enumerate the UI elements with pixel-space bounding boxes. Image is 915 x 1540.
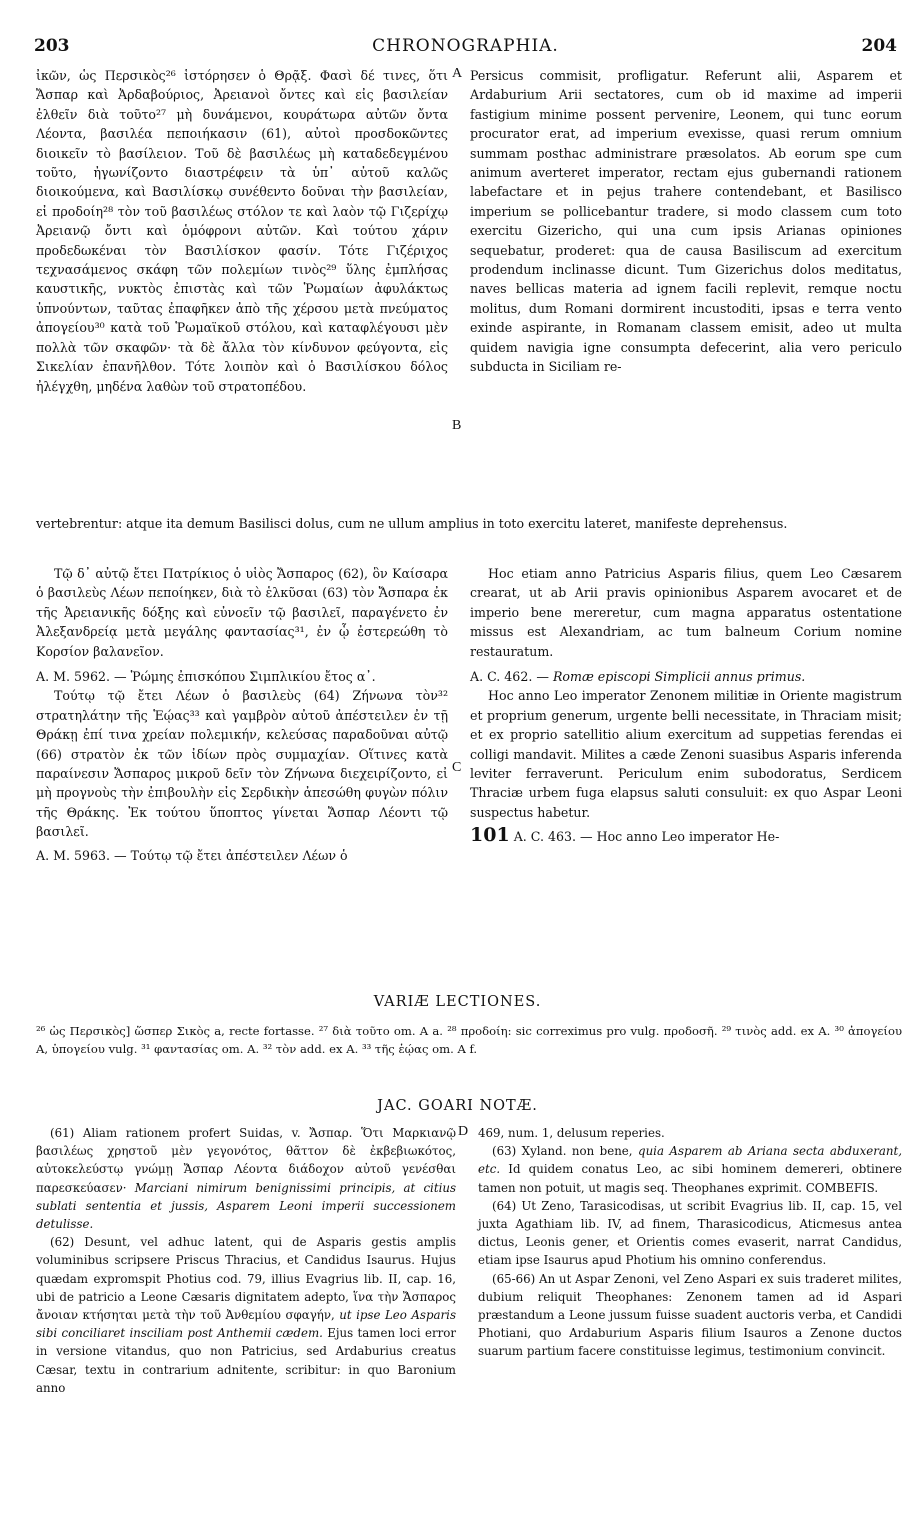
greek-column <box>36 66 448 396</box>
note-63-italic: quia Asparem ab Ariana secta abduxerant, etc. <box>478 1144 902 1177</box>
notes-left-column <box>36 1124 456 1397</box>
greek-year-heading: Α. Μ. 5962. — Ῥώμης ἐπισκόπου Σιμπλικίου ἔτος α᾽. <box>36 669 376 685</box>
note-65-66: (65-66) An ut Aspar Zenoni, vel Zeno Aspari ex suis traderet milites, dubium reliquit Theophanes: Zenonem tamen ad id Aspari præstandum a Leone jussum fuisse suadent auctoris verba, et Candidi Photiani, quo Ardaburium Asparis filium Isauros a Zenone ductos suarum partium facere constituisse legimus, testimonium convincit. <box>478 1271 902 1359</box>
latin-year-heading-2 <box>470 826 902 846</box>
note-62 <box>36 1233 456 1397</box>
greek-paragraph-4: Τούτῳ τῷ ἔτει Λέων ὁ βασιλεὺς (64) Ζήνωνα τὸν³² στρατηλάτην τῆς Ἑῴας³³ καὶ γαμβρὸν αὐτοῦ ἀπέστειλεν ἐν τῇ Θράκῃ ἐπί τινα χρείαν πολεμικήν, κελεύσας παραδοῦναι αὐτῷ (66) στρατὸν ἐκ τῶν ἰδίων πρὸς συμμαχίαν. Οἵτινες κατὰ παραίνεσιν Ἄσπαρος μικροῦ δεῖν τὸν Ζήνωνα διεχειρίζοντο, εἰ μὴ προγνοὺς τὴν ἐπιβουλὴν εἰς Σερδικὴν ἀπεσώθη φυγὼν πόλιν τῆς Θράκης. Ἐκ τούτου ὕποπτος γίνεται Ἄσπαρ Λέοντι τῷ βασιλεῖ. <box>36 688 448 840</box>
latin-paragraph-4: Hoc anno Leo imperator Zenonem militiæ in Oriente magistrum et proprium generum, urgente belli necessitate, in Thraciam misit; et ex proprio satellitio alium exercitum ad suppetias ferendas ei colligi mandavit. Milites a cæde Zenoni suasibus Asparis inferenda leviter ferraverunt. Periculum enim subodoratus, Serdicem Thraciæ urbem fuga elapsus saluti consuluit: ex quo Aspar Leoni suspectus habetur. <box>470 688 902 820</box>
variae-lectiones-text: ²⁶ ὡς Περσικὸς] ὥσπερ Σικὸς a, recte fortasse. ²⁷ διὰ τοῦτο om. A a. ²⁸ προδοίη: sic correximus pro vulg. προδοσῆ. ²⁹ τινὸς add. ex A. ³⁰ ἀπογείου A, ὑπογείου vulg. ³¹ φαντασίας om. A. ³² τὸν add. ex A. ³³ τῆς ἑῴας om. A f. <box>36 1024 902 1056</box>
latin-year-title: Romæ episcopi Simplicii annus primus. <box>552 669 806 685</box>
greek-year-heading-2: Α. Μ. 5963. — Τούτῳ τῷ ἔτει ἀπέστειλεν Λέων ὁ <box>36 847 348 863</box>
latin-year-heading <box>470 667 902 686</box>
latin-paragraph-1: Persicus commisit, profligatur. Referunt alii, Asparem et Ardaburium Arii sectatores, cum ob id maxime ad imperii fastigium minime possent pervenire, Leonem, qui tunc eorum procurator erat, ad imperium evexisse, quasi rerum omnium summam posthac administrare præsolatos. Ab eorum spe cum animum averteret imperator, rectam ejus gubernandi rationem labefactare et in pejus trahere contendebant, et Basilisco imperium se pollicebantur tradere, si modo classem cum toto exercitu Gizericho, qui una cum ipsis Arianas opiniones sequebatur, proderet: qua de causa Basiliscum ad exercitum prodendum inclinasse dicunt. Tum Gizerichus dolos meditatus, naves bellicas materia ad ignem facili replevit, remque noctu molitus, dum Romani dormirent incustoditi, ipsas e terra vento exinde aspirante, in Romanam classem emisit, adeo ut multa quidem navigia igne consumpta defecerint, alia vero periculo subducta in Siciliam re- <box>470 68 902 375</box>
note-61-continued: 469, num. 1, delusum reperies. <box>478 1126 665 1140</box>
margin-marker-c: C <box>452 760 462 775</box>
notes-heading: JAC. GOARI NOTÆ. <box>377 1098 538 1114</box>
note-64: (64) Ut Zeno, Tarasicodisas, ut scribit Evagrius lib. II, cap. 15, vel juxta Agathiam lib. IV, ad finem, Tharasicodicus, Aticmesus antea dictus, Leonis gener, et Orientis comes evaserit, narrat Candidus, etiam ipse Isaurus apud Photium his omnino conferendus. <box>478 1198 902 1268</box>
full-width-continuation: vertebrentur: atque ita demum Basilisci dolus, cum ne ullum amplius in toto exercitu lateret, manifeste deprehensus. <box>36 516 788 531</box>
latin-paragraph-2: Hoc etiam anno Patricius Asparis filius, quem Leo Cæsarem crearat, ut ab Arii pravis opinionibus Asparem avocaret et de imperio bene mereretur, cum magna apparatus ostentatione missus est Alexandriam, ac tum balneum Corium nomine restauratum. <box>470 566 902 659</box>
latin-year-label: Α. C. 462. — <box>470 669 549 685</box>
latin-column-2 <box>470 564 902 847</box>
note-61-italic: Marciani nimirum benignissimi principis, at citius sublati sententia et jussis, Asparem Leoni imperii successionem detulisse. <box>36 1180 456 1232</box>
running-title: CHRONOGRAPHIA. <box>372 36 559 56</box>
notes-right-column <box>478 1124 902 1361</box>
latin-year-label-2: Α. C. 463. — Hoc anno Leo imperator He- <box>513 829 780 845</box>
margin-number-101: 101 <box>470 824 510 847</box>
note-63 <box>478 1142 902 1197</box>
margin-marker-d: D <box>458 1124 469 1139</box>
note-62-text: (62) Desunt, vel adhuc latent, qui de Asparis gestis amplis voluminibus scripsere Priscus Thracius, et Candidus Isaurus. Hujus quædam expromspit Photius cod. 79, illius Evagrius lib. II, cap. 16, ubi de patricio a Leone Cæsaris dignitatem adepto, ἵνα τὴν Ἄσπαρος ἄνοιαν κτήσηται μετὰ τὴν τοῦ Ἀνθεμίου σφαγήν, <box>36 1235 456 1323</box>
margin-marker-a: A <box>452 66 463 81</box>
note-61 <box>36 1124 456 1233</box>
variae-lectiones-heading: VARIÆ LECTIONES. <box>373 994 542 1010</box>
note-61-text: (61) Aliam rationem profert Suidas, v. Ἄσπαρ. Ὅτι Μαρκιανῷ βασιλέως χρηστοῦ μὲν γεγονότος, θᾶττον δὲ ἐκβεβιωκότος, αὐτοκελεύστῳ γνώμῃ Ἄσπαρ Λέοντα διάδοχον αὐτοῦ γενέσθαι παρεσκεύασεν· <box>36 1126 456 1195</box>
page-number-right: 204 <box>861 36 897 56</box>
margin-marker-b: B <box>452 418 462 433</box>
greek-paragraph-1: ἰκῶν, ὡς Περσικὸς²⁶ ἱστόρησεν ὁ Θρᾷξ. Φασὶ δέ τινες, ὅτι Ἄσπαρ καὶ Ἀρδαβούριος, Ἀρειανοὶ ὄντες καὶ εἰς βασιλείαν ἐλθεῖν διὰ τοῦτο²⁷ μὴ δυνάμενοι, κουράτωρα αὐτῶν ὄντα Λέοντα, βασιλέα πεποιήκασιν (61), αὐτοὶ προσδοκῶντες διοικεῖν τὸ βασίλειον. Τοῦ δὲ βασιλέως μὴ καταδεδεγμένου τοῦτο, ἠγωνίζοντο διαστρέφειν τὰ ὑπ᾽ αὐτοῦ καλῶς διοικούμενα, καὶ Βασιλίσκῳ συνέθεντο δοῦναι τὴν βασιλείαν, εἰ προδοίη²⁸ τὸν τοῦ βασιλέως στόλον τε καὶ λαὸν τῷ Γιζερίχῳ Ἀρειανῷ ὄντι καὶ ὁμόφρονι αὐτῶν. Καὶ τούτου χάριν προδεδωκέναι τὸν Βασιλίσκον φασίν. Τότε Γιζέριχος τεχνασάμενος σκάφη τῶν πολεμίων τινὸς²⁹ ὕλης ἐμπλήσας καυστικῆς, νυκτὸς ἐπιστὰς καὶ τῶν Ῥωμαίων ἀφυλάκτως ὑπνούντων, ταῦτας ἐπαφῆκεν ἀπὸ τῆς χέρσου μετὰ πνεύματος ἀπογείου³⁰ κατὰ τοῦ Ῥωμαϊκοῦ στόλου, καὶ καταφλέγουσι μὲν πολλὰ τῶν σκαφῶν· τὰ δὲ ἄλλα τὸν κίνδυνον φεύγοντα, εἰς Σικελίαν ἐπανῆλθον. Τότε λοιπὸν καὶ ὁ Βασιλίσκου δόλος ἠλέγχθη, μηδένα λαθὼν τοῦ στρατοπέδου. <box>36 68 448 394</box>
greek-column-2 <box>36 564 448 865</box>
page-header <box>34 36 897 60</box>
note-62-text-2: Ejus tamen loci error in versione vitandus, quo non Patricius, sed Ardaburius creatus Cæsar, textu in contrarium adnitente, scribitur: in quo Baronium anno <box>36 1326 456 1395</box>
note-62-italic: ut ipse Leo Asparis sibi conciliaret insciliam post Anthemii cædem. <box>36 1308 456 1341</box>
note-63-text: (63) Xyland. non bene, <box>492 1144 633 1159</box>
latin-column <box>470 66 902 377</box>
greek-paragraph-2: Τῷ δ᾽ αὐτῷ ἔτει Πατρίκιος ὁ υἱὸς Ἄσπαρος (62), ὃν Καίσαρα ὁ βασιλεὺς Λέων πεποίηκεν, διὰ τὸ ἑλκῦσαι (63) τὸν Ἄσπαρα ἐκ τῆς Ἀρειανικῆς δόξης καὶ εὐνοεῖν τῷ βασιλεῖ, παραγένετο ἐν Ἀλεξανδρείᾳ μετὰ μεγάλης φαντασίας³¹, ἐν ᾧ ἐστερεώθη τὸ Κορσίον βαλανεῖον. <box>36 566 448 659</box>
note-63-text-2: Id quidem conatus Leo, ac sibi hominem demereri, obtinere tamen non potuit, ut magis seq. Theophanes exprimit. COMBEFIS. <box>478 1162 903 1195</box>
page-number-left: 203 <box>34 36 70 56</box>
